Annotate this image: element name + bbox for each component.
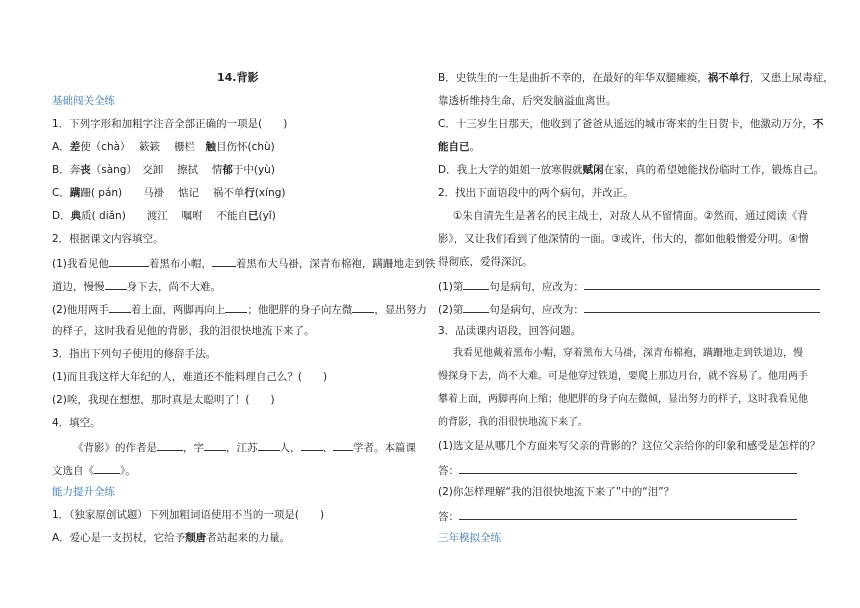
- q3-item1: (1)而且我这样大年纪的人，难道还不能料理自己么？( ): [52, 371, 328, 383]
- lesson-title: 14.背影: [217, 71, 259, 84]
- q5-stem: 1．（独家原创试题）下列加粗词语使用不当的一项是( ): [52, 509, 325, 521]
- q7-passage-line4: 的背影，我的泪很快地流下来了。: [438, 417, 588, 428]
- q5-option-d: D．我上大学的姐姐一放寒假就赋闲在家，真的希望她能找份临时工作，锻炼自己。: [438, 164, 825, 176]
- q7-passage-line1: 我看见他戴着黑布小帽，穿着黑布大马褂，深青布棉袍，蹒跚地走到铁道边，慢: [453, 348, 803, 359]
- q1-option-d: D．典质( diǎn) 渡江 嘱咐 不能自已(yǐ): [52, 210, 276, 222]
- q7-answer1: 答：: [438, 462, 797, 478]
- q6-stem: 2．找出下面语段中的两个病句，并改正。: [438, 187, 634, 199]
- q2-item2-line1: (2)他用两手 着上面，两脚再向上 ；他肥胖的身子向左微 ，显出努力: [52, 301, 427, 317]
- q7-passage-line2: 慢探身下去，尚不大难。可是他穿过铁道，要爬上那边月台，就不容易了。他用两手: [438, 371, 808, 382]
- q2-stem: 2．根据课文内容填空。: [52, 233, 164, 245]
- section-basic: 基础闯关全练: [52, 95, 115, 107]
- q2-item1-line1: (1)我看见他 着黑布小帽， 着黑布大马褂，深青布棉袍，蹒跚地走到铁: [52, 255, 435, 271]
- q6-answer1: (1)第 句是病句，应改为：: [438, 278, 820, 294]
- q1-stem: 1．下列字形和加粗字注音全部正确的一项是( ): [52, 118, 288, 130]
- q1-option-c: C．蹒跚( pán) 马褂 惦记 祸不单行(xíng): [52, 187, 286, 199]
- q7-item1: (1)选文是从哪几个方面来写父亲的背影的？这位父亲给你的印象和感受是怎样的？: [438, 440, 821, 452]
- q7-item2: (2)你怎样理解“我的泪很快地流下来了”中的“泪”？: [438, 486, 675, 498]
- q7-answer2: 答：: [438, 508, 797, 524]
- q5-option-b-line1: B．史铁生的一生是曲折不幸的，在最好的年华双腿瘫痪，祸不单行，又患上尿毒症，: [438, 72, 834, 84]
- section-ability: 能力提升全练: [52, 486, 115, 498]
- q6-passage-line2: 影》，又让我们看到了他深情的一面。③或许，伟大的，都如他般憎爱分明。④憎: [438, 233, 809, 245]
- section-three-year: 三年模拟全练: [438, 532, 501, 544]
- q5-option-a: A．爱心是一支拐杖，它给予颓唐者站起来的力量。: [52, 532, 291, 544]
- q7-stem: 3．品读课内语段，回答问题。: [438, 325, 582, 337]
- q1-option-b: B．奔丧（sàng） 交卸 擦拭 情郁于中(yù): [52, 164, 275, 176]
- q5-option-b-line2: 靠透析维持生命，后突发脑溢血离世。: [438, 95, 617, 107]
- q2-item1-line2: 道边，慢慢 身下去，尚不大难。: [52, 278, 221, 294]
- q4-line1: 《背影》的作者是 ，字 ，江苏 人， 、 学者。本篇课: [73, 439, 416, 455]
- q6-passage-line3: 得彻底，爱得深沉。: [438, 256, 533, 268]
- q3-stem: 3．指出下列句子使用的修辞手法。: [52, 348, 217, 360]
- q4-line2: 文选自《 》。: [52, 462, 136, 478]
- q1-option-a: A．差使（chà） 簌簌 栅栏 触目伤怀(chù): [52, 141, 275, 153]
- q5-option-c-line1: C．十三岁生日那天，他收到了爸爸从遥远的城市寄来的生日贺卡，他激动万分，不: [438, 118, 824, 130]
- q6-passage-line1: ①朱自清先生是著名的民主战士，对敌人从不留情面。②然而，通过阅读《背: [453, 210, 808, 222]
- q3-item2: (2)唉，我现在想想，那时真是太聪明了！( ): [52, 394, 275, 406]
- q6-answer2: (2)第 句是病句，应改为：: [438, 301, 820, 317]
- q4-stem: 4．填空。: [52, 417, 101, 429]
- q7-passage-line3: 攀着上面，两脚再向上缩；他肥胖的身子向左微倾，显出努力的样子，这时我看见他: [438, 394, 808, 405]
- q5-option-c-line2: 能自已。: [438, 141, 480, 153]
- q2-item2-line2: 的样子，这时我看见他的背影，我的泪很快地流下来了。: [52, 325, 315, 337]
